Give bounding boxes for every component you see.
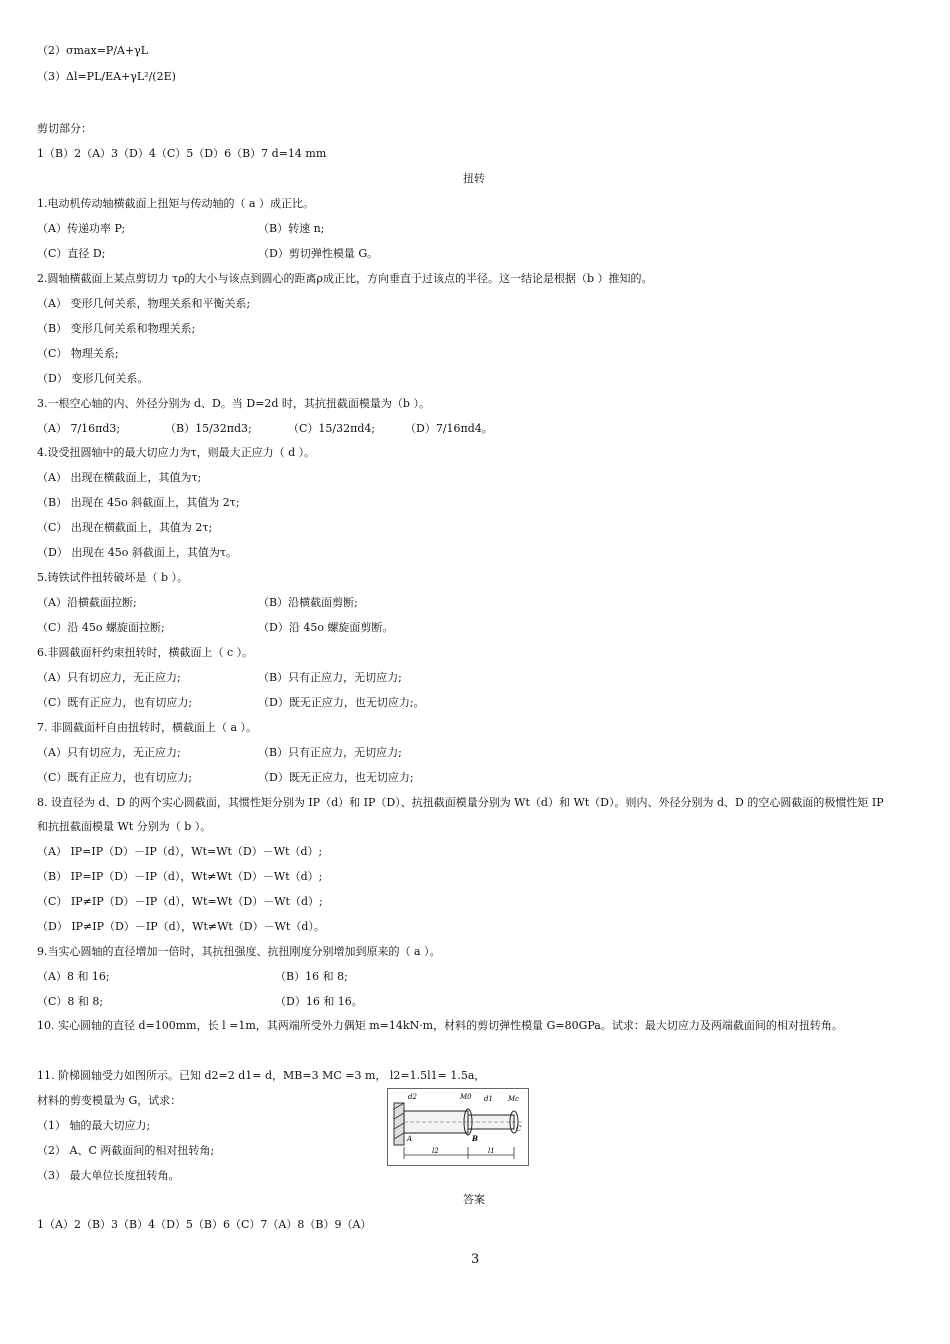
question-text: （A）沿横截面拉断;: [37, 596, 137, 609]
section-heading: 剪切部分：: [37, 122, 92, 135]
figure-label: d1: [484, 1095, 493, 1103]
question-text: 3.一根空心轴的内、外径分别为 d、D。当 D=2d 时，其抗扭截面模量为（b ）。: [37, 397, 430, 410]
question-text: 8. 设直径为 d、D 的两个实心圆截面，其惯性矩分别为 IP（d）和 IP（D）、抗扭截面模量分别为 Wt（d）和 Wt（D）。则内、外径分别为 d、D 的空心圆截面的极惯性矩 IP: [37, 796, 884, 809]
answer-line: 1（B）2（A）3（D）4（C）5（D）6（B）7 d=14 mm: [37, 147, 327, 160]
question-text: 7. 非圆截面杆自由扭转时，横截面上（ a ）。: [37, 721, 258, 734]
question-text: （C）既有正应力，也有切应力;: [37, 696, 193, 709]
question-text: （D）沿 45o 螺旋面剪断。: [258, 621, 394, 634]
question-text: （C）15/32πd4;: [288, 422, 376, 435]
question-text: （C） 物理关系;: [37, 347, 119, 360]
question-text: （2） A、C 两截面间的相对扭转角;: [37, 1144, 215, 1157]
figure-label: Mc: [508, 1095, 520, 1103]
question-text: （B）只有正应力，无切应力;: [258, 671, 402, 684]
question-text: （B） IP=IP（D）－IP（d），Wt≠Wt（D）－Wt（d）;: [37, 870, 323, 883]
question-text: 11. 阶梯圆轴受力如图所示。已知 d2=2 d1= d，MB=3 MC =3 m， l2=1.5l1= 1.5a，: [37, 1069, 486, 1082]
question-text: 6.非圆截面杆约束扭转时，横截面上（ c ）。: [37, 646, 254, 659]
figure-label: M0: [460, 1093, 472, 1101]
question-text: （A） IP=IP（D）－IP（d），Wt=Wt（D）－Wt（d）;: [37, 845, 323, 858]
question-text: 9.当实心圆轴的直径增加一倍时，其抗扭强度、抗扭刚度分别增加到原来的（ a ）。: [37, 945, 441, 958]
question-text: （D） 变形几何关系。: [37, 372, 149, 385]
text-line: （3）Δl=PL/EA+γL²/(2E): [37, 70, 176, 83]
page-number: 3: [471, 1252, 480, 1267]
question-text: （A）只有切应力，无正应力;: [37, 671, 181, 684]
question-text: （C）8 和 8;: [37, 995, 104, 1008]
question-text: （C） 出现在横截面上，其值为 2τ;: [37, 521, 213, 534]
figure-label: l2: [432, 1147, 439, 1155]
question-text: 4.设受扭圆轴中的最大切应力为τ，则最大正应力（ d ）。: [37, 446, 316, 459]
question-text: （C）沿 45o 螺旋面拉断;: [37, 621, 165, 634]
question-text: 和抗扭截面模量 Wt 分别为（ b ）。: [37, 820, 212, 833]
figure-label: A: [407, 1135, 413, 1143]
question-text: （B）16 和 8;: [275, 970, 348, 983]
question-text: （D）既无正应力，也无切应力;: [258, 771, 414, 784]
question-text: （1） 轴的最大切应力;: [37, 1119, 151, 1132]
question-text: （D）既无正应力，也无切应力;。: [258, 696, 425, 709]
question-text: 材料的剪变模量为 G，试求：: [37, 1094, 182, 1107]
question-text: （D） 出现在 45o 斜截面上，其值为τ。: [37, 546, 238, 559]
question-text: （3） 最大单位长度扭转角。: [37, 1169, 180, 1182]
question-text: （D）16 和 16。: [275, 995, 363, 1008]
figure-label: d2: [408, 1093, 417, 1101]
question-text: （D） IP≠IP（D）－IP（d），Wt≠Wt（D）－Wt（d）。: [37, 920, 325, 933]
question-text: （A） 变形几何关系，物理关系和平衡关系;: [37, 297, 251, 310]
question-text: （A） 出现在横截面上，其值为τ;: [37, 471, 202, 484]
figure-label: l1: [488, 1147, 495, 1155]
question-text: （A）只有切应力，无正应力;: [37, 746, 181, 759]
question-text: 10. 实心圆轴的直径 d=100mm，长 l =1m，其两端所受外力偶矩 m=14kN·m，材料的剪切弹性模量 G=80GPa。试求：最大切应力及两端截面间的相对扭转角。: [37, 1019, 843, 1032]
question-text: （C） IP≠IP（D）－IP（d），Wt=Wt（D）－Wt（d）;: [37, 895, 323, 908]
question-text: （B）沿横截面剪断;: [258, 596, 358, 609]
answer-line: 1（A）2（B）3（B）4（D）5（B）6（C）7（A）8（B）9（A）: [37, 1218, 372, 1231]
question-text: （B）15/32πd3;: [165, 422, 252, 435]
question-text: （A）传递功率 P;: [37, 222, 126, 235]
question-text: （C）既有正应力，也有切应力;: [37, 771, 193, 784]
question-text: （A）8 和 16;: [37, 970, 110, 983]
question-text: （B）转速 n;: [258, 222, 325, 235]
question-text: （C）直径 D;: [37, 247, 106, 260]
figure-label: B: [472, 1134, 478, 1143]
question-text: （D）7/16πd4。: [405, 422, 493, 435]
text-line: （2）σmax=P/A+γL: [37, 44, 149, 57]
question-text: （D）剪切弹性模量 G。: [258, 247, 379, 260]
shaft-diagram-icon: [388, 1089, 528, 1165]
question-text: （B） 变形几何关系和物理关系;: [37, 322, 196, 335]
question-text: （A） 7/16πd3;: [37, 422, 121, 435]
question-text: 1.电动机传动轴横截面上扭矩与传动轴的（ a ）成正比。: [37, 197, 315, 210]
question-text: 2.圆轴横截面上某点剪切力 τρ的大小与该点到圆心的距离ρ成正比，方向垂直于过该点的半径。这一结论是根据（b ）推知的。: [37, 272, 653, 285]
stepped-shaft-figure: [387, 1088, 529, 1166]
question-text: （B）只有正应力，无切应力;: [258, 746, 402, 759]
answer-title: 答案: [463, 1193, 485, 1206]
section-title: 扭转: [463, 172, 485, 185]
question-text: （B） 出现在 45o 斜截面上，其值为 2τ;: [37, 496, 240, 509]
figure-label: C: [516, 1125, 522, 1133]
question-text: 5.铸铁试件扭转破坏是（ b ）。: [37, 571, 189, 584]
